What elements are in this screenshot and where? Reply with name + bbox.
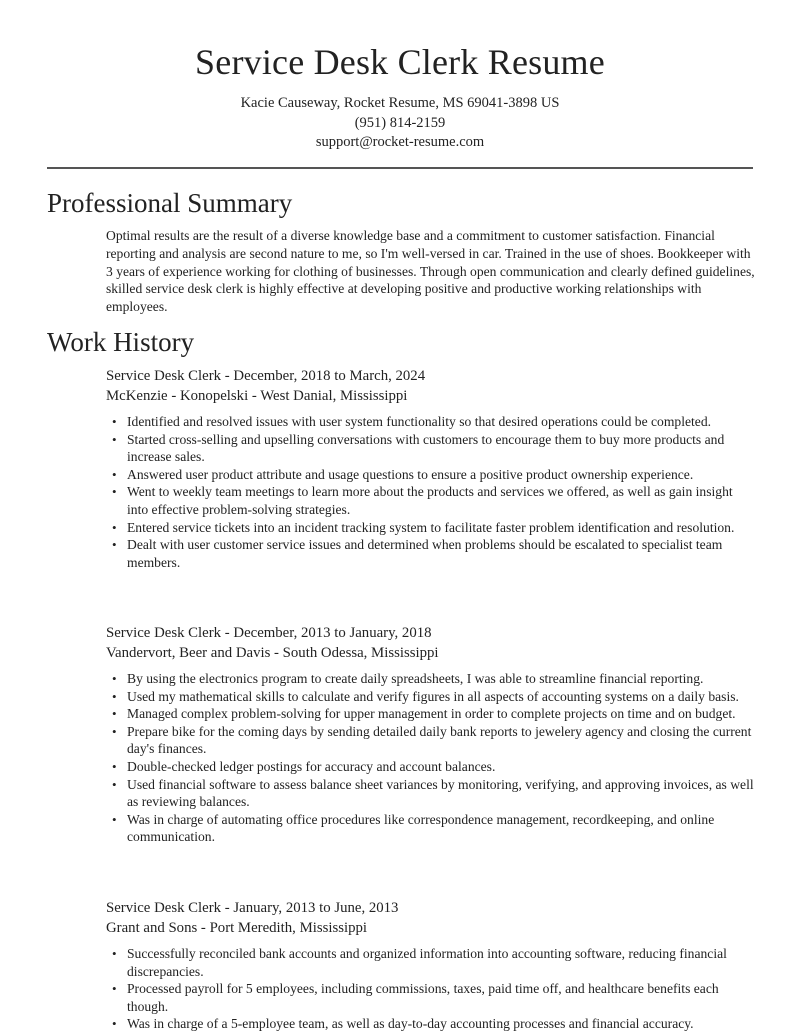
section-heading-work-history: Work History: [47, 327, 195, 357]
job-bullet: • Entered service tickets into an incident tracking system to facilitate faster problem identification and resolution.: [106, 519, 756, 537]
job-bullet-list: [106, 413, 756, 571]
job-bullet: • Started cross-selling and upselling conversations with customers to encourage them to buy more products and increase sales.: [106, 431, 756, 466]
job-bullet: • Answered user product attribute and usage questions to ensure a positive product ownership experience.: [106, 466, 756, 484]
job-bullet: • By using the electronics program to create daily spreadsheets, I was able to streamline financial reporting.: [106, 670, 756, 688]
job-title-line: Service Desk Clerk - January, 2013 to June, 2013: [106, 900, 399, 916]
job-company-line: Vandervort, Beer and Davis - South Odessa, Mississippi: [106, 645, 439, 661]
job-bullet: • Managed complex problem-solving for upper management in order to complete projects on time and on budget.: [106, 705, 756, 723]
contact-email: support@rocket-resume.com: [315, 134, 485, 150]
section-heading-professional-summary: Professional Summary: [47, 188, 293, 218]
job-title-line: Service Desk Clerk - December, 2018 to March, 2024: [106, 368, 426, 384]
job-entry: [106, 623, 756, 846]
job-bullet-list: [106, 670, 756, 846]
job-company-line: McKenzie - Konopelski - West Danial, Mississippi: [106, 388, 408, 404]
job-bullet: • Double-checked ledger postings for accuracy and account balances.: [106, 758, 756, 776]
summary-text: Optimal results are the result of a diverse knowledge base and a commitment to customer satisfaction. Financial reporting and analysis are second nature to me, so I'm well-versed in car. Trained in the use of shoes. Bookkeeper with 3 years of experience working for clothing of businesses. Through open communication and clearly defined guidelines, skilled service desk clerk is highly effective at developing positive and productive working relationships with employees.: [106, 228, 755, 315]
contact-info: [0, 94, 800, 153]
contact-address: Kacie Causeway, Rocket Resume, MS 69041-3898 US: [240, 95, 560, 111]
job-bullet: • Went to weekly team meetings to learn more about the products and services we offered, as well as gain insight into effective problem-solving strategies.: [106, 483, 756, 518]
job-entry: [106, 898, 756, 1033]
job-bullet: • Was in charge of automating office procedures like correspondence management, recordkeeping, and online communication.: [106, 811, 756, 846]
resume-title: Service Desk Clerk Resume: [195, 42, 605, 82]
job-company-line: Grant and Sons - Port Meredith, Mississippi: [106, 920, 367, 936]
job-bullet: • Used financial software to assess balance sheet variances by monitoring, verifying, and approving invoices, as well as reviewing balances.: [106, 776, 756, 811]
job-bullet: • Prepare bike for the coming days by sending detailed daily bank reports to jewelery agency and closing the current day's finances.: [106, 723, 756, 758]
resume-header: [0, 40, 800, 153]
job-bullet: • Successfully reconciled bank accounts and organized information into accounting software, reducing financial discrepancies.: [106, 945, 756, 980]
job-title-line: Service Desk Clerk - December, 2013 to January, 2018: [106, 625, 432, 641]
job-entry: [106, 366, 756, 571]
header-divider: [47, 167, 753, 169]
contact-phone: (951) 814-2159: [354, 114, 446, 131]
job-bullet: • Processed payroll for 5 employees, including commissions, taxes, paid time off, and healthcare benefits each though.: [106, 980, 756, 1015]
job-bullet: • Dealt with user customer service issues and determined when problems should be escalated to specialist team members.: [106, 536, 756, 571]
job-bullet: • Identified and resolved issues with user system functionality so that desired operations could be completed.: [106, 413, 756, 431]
job-bullet-list: [106, 945, 756, 1033]
job-bullet: • Used my mathematical skills to calculate and verify figures in all aspects of accounting systems on a daily basis.: [106, 688, 756, 706]
job-bullet: • Was in charge of a 5-employee team, as well as day-to-day accounting processes and financial accuracy.: [106, 1015, 756, 1033]
